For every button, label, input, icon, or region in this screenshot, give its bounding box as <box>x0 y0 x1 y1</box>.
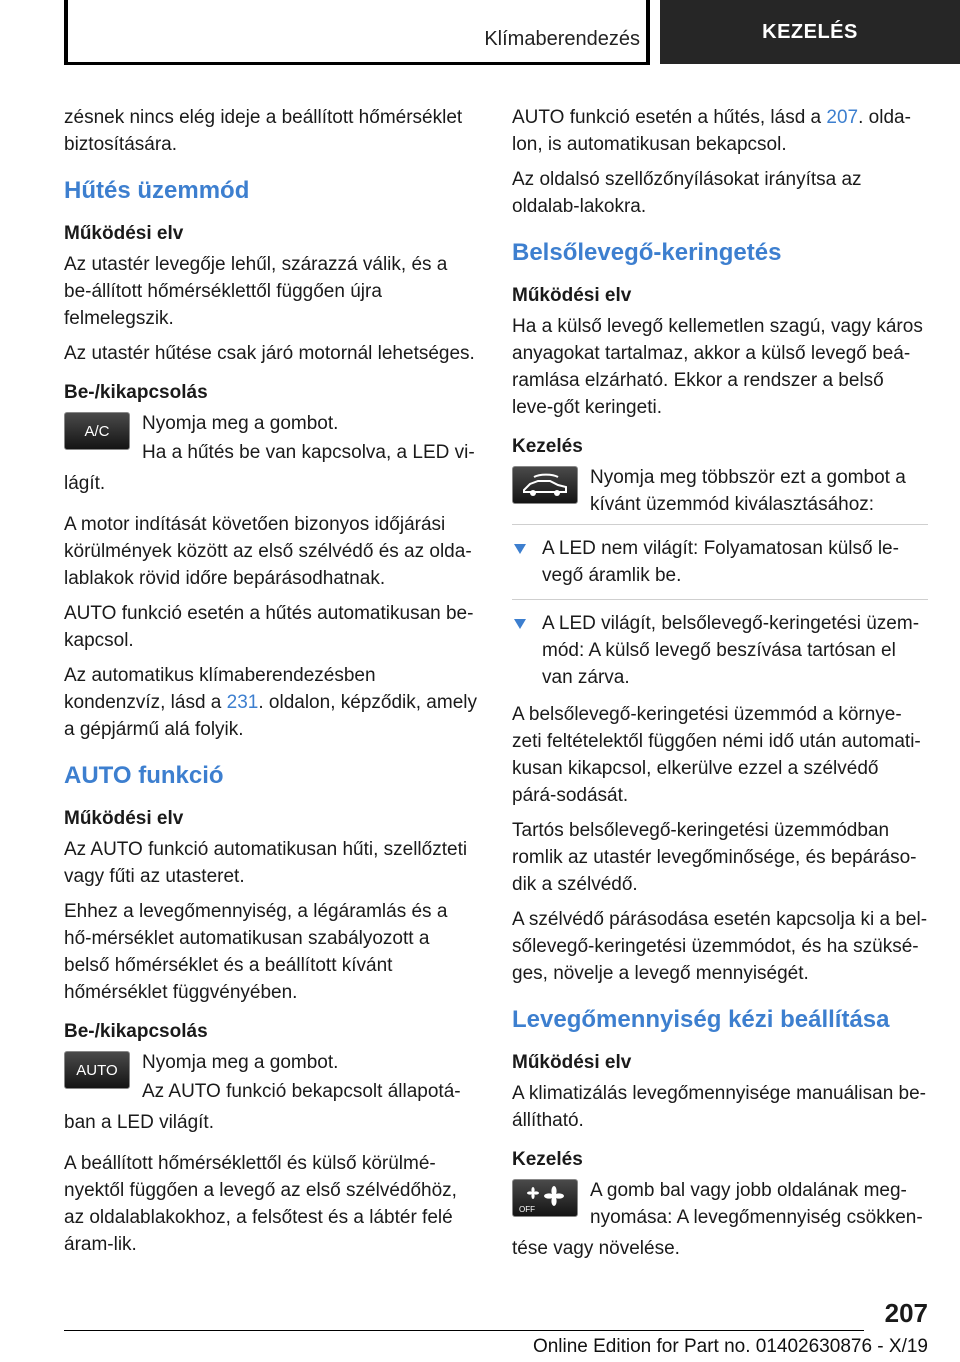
recirc-button-row <box>512 464 928 520</box>
fan-button-row <box>512 1177 928 1233</box>
subheading-onoff: Be-/kikapcsolás <box>64 382 208 403</box>
list-item: A LED világít, belsőlevegő-keringetési üzem-mód: A külső levegő beszívása tartósan el van zárva. <box>512 599 928 691</box>
ac-button-icon: A/C <box>64 412 130 450</box>
paragraph: A motor indítását követően bizonyos időjárási körülmények között az első szélvédő és az olda-lablakok rövid időre bepárásodhatnak. <box>64 514 472 589</box>
subheading-operation: Kezelés <box>512 1149 583 1170</box>
paragraph: Az utastér levegője lehűl, szárazzá válik, és a be-állított hőmérséklettől függően újra felmelegszik. <box>64 254 448 329</box>
paragraph: Nyomja meg a gombot. <box>142 413 339 434</box>
triangle-bullet-icon <box>514 544 526 554</box>
ac-button-row <box>64 410 480 468</box>
list-item: A LED nem világít: Folyamatosan külső le-vegő áramlik be. <box>512 524 928 589</box>
paragraph: tése vagy növelése. <box>512 1238 680 1259</box>
paragraph: lágít. <box>64 473 106 494</box>
paragraph: Az AUTO funkció bekapcsolt állapotá- <box>142 1081 461 1102</box>
subheading-onoff: Be-/kikapcsolás <box>64 1021 208 1042</box>
subheading-principle: Működési elv <box>64 223 184 244</box>
fan-button-icon <box>512 1179 578 1217</box>
paragraph: A szélvédő párásodása esetén kapcsolja ki a bel-sőlevegő-keringetési üzemmódot, és ha szüksé-ges, növelje a levegő mennyiségét. <box>512 909 928 984</box>
subheading-principle: Működési elv <box>512 285 632 306</box>
heading-cooling: Hűtés üzemmód <box>64 177 250 204</box>
paragraph: Az automatikus klímaberendezésben kondenzvíz, lásd a 231. oldalon, képződik, amely a gépjármű alá folyik. <box>64 665 477 740</box>
paragraph: Ha a külső levegő kellemetlen szagú, vagy káros anyagokat tartalmaz, akkor a külső levegő beá-ramlása elzárható. Ekkor a rendszer a belső leve-gőt keringeti. <box>512 316 923 418</box>
subheading-principle: Működési elv <box>512 1052 632 1073</box>
paragraph: Ehhez a levegőmennyiség, a légáramlás és a hő-mérséklet automatikusan szabályozott a belső hőmérséklet és a beállított kívánt hőmérséklet függvényében. <box>64 901 448 1003</box>
paragraph: Az oldalsó szellőzőnyílásokat irányítsa az oldalab-lakokra. <box>512 169 862 217</box>
paragraph: Az AUTO funkció automatikusan hűti, szellőzteti vagy fűti az utasteret. <box>64 839 468 887</box>
edition-note: Online Edition for Part no. 01402630876 - X/19 <box>532 1336 928 1357</box>
recirculation-car-icon <box>512 466 578 504</box>
page-number: 207 <box>884 1298 928 1328</box>
header-rule-bottom <box>64 62 650 65</box>
paragraph: AUTO funkció esetén a hűtés, lásd a 207. olda-lon, is automatikusan bekapcsol. <box>512 107 911 155</box>
paragraph: Az utastér hűtése csak járó motornál lehetséges. <box>64 343 475 364</box>
heading-airflow: Levegőmennyiség kézi beállítása <box>512 1006 890 1033</box>
subheading-operation: Kezelés <box>512 436 583 457</box>
auto-button-row <box>64 1049 480 1107</box>
page-link-231[interactable]: 231 <box>226 692 259 713</box>
paragraph: Nyomja meg a gombot. <box>142 1052 339 1073</box>
paragraph: AUTO funkció esetén a hűtés automatikusan be-kapcsol. <box>64 603 474 651</box>
footer-rule <box>64 1330 864 1331</box>
mode-list <box>512 524 928 691</box>
auto-button-icon: AUTO <box>64 1051 130 1089</box>
paragraph: zésnek nincs elég ideje a beállított hőmérséklet biztosítására. <box>64 107 463 155</box>
right-column <box>512 104 928 1270</box>
paragraph: Ha a hűtés be van kapcsolva, a LED vi- <box>142 442 475 463</box>
header-rule-left <box>64 0 68 64</box>
paragraph: A beállított hőmérséklettől és külső körülmé-nyektől függően a levegő az első szélvédőhöz, az oldalablakokhoz, a felsőtest és a lábtér felé áram-lik. <box>64 1153 457 1255</box>
paragraph: A belsőlevegő-keringetési üzemmód a környe-zeti feltételektől függően némi idő után automati-kusan kikapcsol, elkerülve ezzel a szélvédő párá-sodását. <box>512 704 921 806</box>
section-title: Klímaberendezés <box>484 28 640 50</box>
paragraph: A gomb bal vagy jobb oldalának meg-nyomása: A levegőmennyiség csökken- <box>590 1180 923 1228</box>
page-link-207[interactable]: 207 <box>826 107 859 128</box>
fan-off-label: OFF <box>519 1205 535 1214</box>
subheading-principle: Működési elv <box>64 808 184 829</box>
chapter-tab: KEZELÉS <box>660 0 960 64</box>
paragraph: Tartós belsőlevegő-keringetési üzemmódban romlik az utastér levegőminősége, és bepáráso-dik a szélvédő. <box>512 820 917 895</box>
left-column <box>64 104 480 1266</box>
paragraph: A klimatizálás levegőmennyisége manuálisan be-állítható. <box>512 1083 927 1131</box>
header-rule-right <box>646 0 650 64</box>
triangle-bullet-icon <box>514 619 526 629</box>
heading-recirculation: Belsőlevegő-keringetés <box>512 239 782 266</box>
paragraph: Nyomja meg többször ezt a gombot a kívánt üzemmód kiválasztásához: <box>590 467 906 515</box>
paragraph: ban a LED világít. <box>64 1112 214 1133</box>
heading-auto: AUTO funkció <box>64 762 224 789</box>
